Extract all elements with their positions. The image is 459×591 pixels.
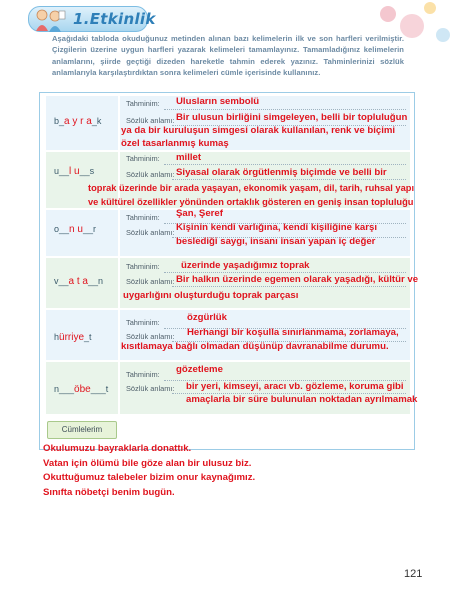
dictionary-answer: Siyasal olarak örgütlenmiş biçimde ve belli bir bbox=[176, 167, 387, 178]
sentences-list bbox=[43, 442, 255, 500]
decor-dot bbox=[436, 28, 450, 42]
guess-answer: üzerinde yaşadığımız toprak bbox=[181, 260, 310, 271]
dictionary-answer: Herhangi bir koşulla sınırlanmama, zorlamaya, bbox=[187, 327, 399, 338]
activity-number: 1. bbox=[73, 10, 90, 28]
activity-title bbox=[73, 10, 156, 28]
sentences-button[interactable]: Cümlelerim bbox=[47, 421, 117, 439]
word-blank: v__a t a__n bbox=[54, 276, 104, 287]
dictionary-label: Sözlük anlamı: bbox=[126, 332, 175, 341]
dictionary-answer: toprak üzerinde bir arada yaşayan, ekonomik yaşam, dil, tarih, ruhsal yapı bbox=[88, 183, 415, 193]
guess-answer: Şan, Şeref bbox=[176, 208, 223, 219]
guess-answer: özgürlük bbox=[187, 312, 227, 323]
dictionary-label: Sözlük anlamı: bbox=[126, 116, 175, 125]
guess-label: Tahminim: bbox=[126, 213, 160, 222]
activity-label: Etkinlik bbox=[89, 10, 156, 28]
instructions-text: Aşağıdaki tabloda okuduğunuz metinden alınan bazı kelimelerin ilk ve son harfleri verilmiştir. Çizgilerin üzerine uygun harfleri yazarak kelimeleri tamamlayınız. Tamamladığınız kelimelerin anlamlarını, şiirde geçtiği dizeden hareketle tahmin ederek yazınız. Tahminlerinizi sözlük anlamlarıyla karşılaştırdıktan sonra kelimeleri cümle içerisinde kullanınız. bbox=[52, 34, 404, 78]
dictionary-label: Sözlük anlamı: bbox=[126, 170, 175, 179]
dictionary-answer: Kişinin kendi varlığına, kendi kişiliğine karşı bbox=[176, 222, 378, 233]
dictionary-answer: bir yeri, kimseyi, aracı vb. gözleme, koruma gibi bbox=[186, 381, 404, 392]
decor-dot bbox=[424, 2, 436, 14]
guess-label: Tahminim: bbox=[126, 99, 160, 108]
guess-label: Tahminim: bbox=[126, 318, 160, 327]
word-blank: o__n u__r bbox=[54, 224, 96, 235]
dictionary-answer: özel tasarlanmış kumaş bbox=[121, 138, 229, 149]
dictionary-answer: uygarlığını oluşturduğu toprak parçası bbox=[123, 290, 299, 301]
word-blank: hürriye_t bbox=[54, 332, 92, 343]
guess-label: Tahminim: bbox=[126, 154, 160, 163]
sentence-line: Vatan için ölümü bile göze alan bir ulusuz biz. bbox=[43, 457, 252, 469]
sentence-line: Sınıfta nöbetçi benim bugün. bbox=[43, 486, 175, 498]
children-icon bbox=[33, 7, 67, 33]
word-blank: u__l u__s bbox=[54, 166, 95, 177]
guess-answer: gözetleme bbox=[176, 364, 223, 375]
dictionary-answer: kısıtlamaya bağlı olmadan düşünüp davranabilme durumu. bbox=[121, 341, 389, 352]
guess-label: Tahminim: bbox=[126, 370, 160, 379]
guess-label: Tahminim: bbox=[126, 262, 160, 271]
dictionary-answer: ya da bir kuruluşun simgesi olarak kullanılan, renk ve biçimi bbox=[121, 125, 396, 136]
activity-badge bbox=[28, 6, 156, 32]
guess-answer: millet bbox=[176, 152, 202, 163]
word-blank: b_a y r a_k bbox=[54, 116, 102, 127]
sentence-line: Okuttuğumuz talebeler bizim onur kaynağımız. bbox=[43, 472, 256, 484]
page-number: 121 bbox=[404, 568, 423, 580]
dictionary-answer: Bir ulusun birliğini simgeleyen, belli bir topluluğun bbox=[176, 112, 408, 123]
guess-answer: Ulusların sembolü bbox=[176, 96, 260, 107]
dictionary-label: Sözlük anlamı: bbox=[126, 277, 175, 286]
sentence-line: Okulumuzu bayraklarla donattık. bbox=[43, 443, 192, 454]
decor-dot bbox=[380, 6, 396, 22]
dictionary-label: Sözlük anlamı: bbox=[126, 384, 175, 393]
dictionary-answer: amaçlarla bir süre bulunulan noktadan ayrılmamak bbox=[186, 394, 418, 405]
dictionary-answer: beslediği saygı, insanı insan yapan iç değer bbox=[176, 236, 376, 247]
dictionary-label: Sözlük anlamı: bbox=[126, 228, 175, 237]
word-blank: n___öbe___t bbox=[54, 384, 109, 395]
dictionary-answer: ve kültürel özellikler yönünden ortaklık gösteren en geniş insan topluluğu bbox=[88, 197, 414, 207]
dictionary-answer: Bir halkın üzerinde egemen olarak yaşadığı, kültür ve bbox=[176, 274, 419, 285]
